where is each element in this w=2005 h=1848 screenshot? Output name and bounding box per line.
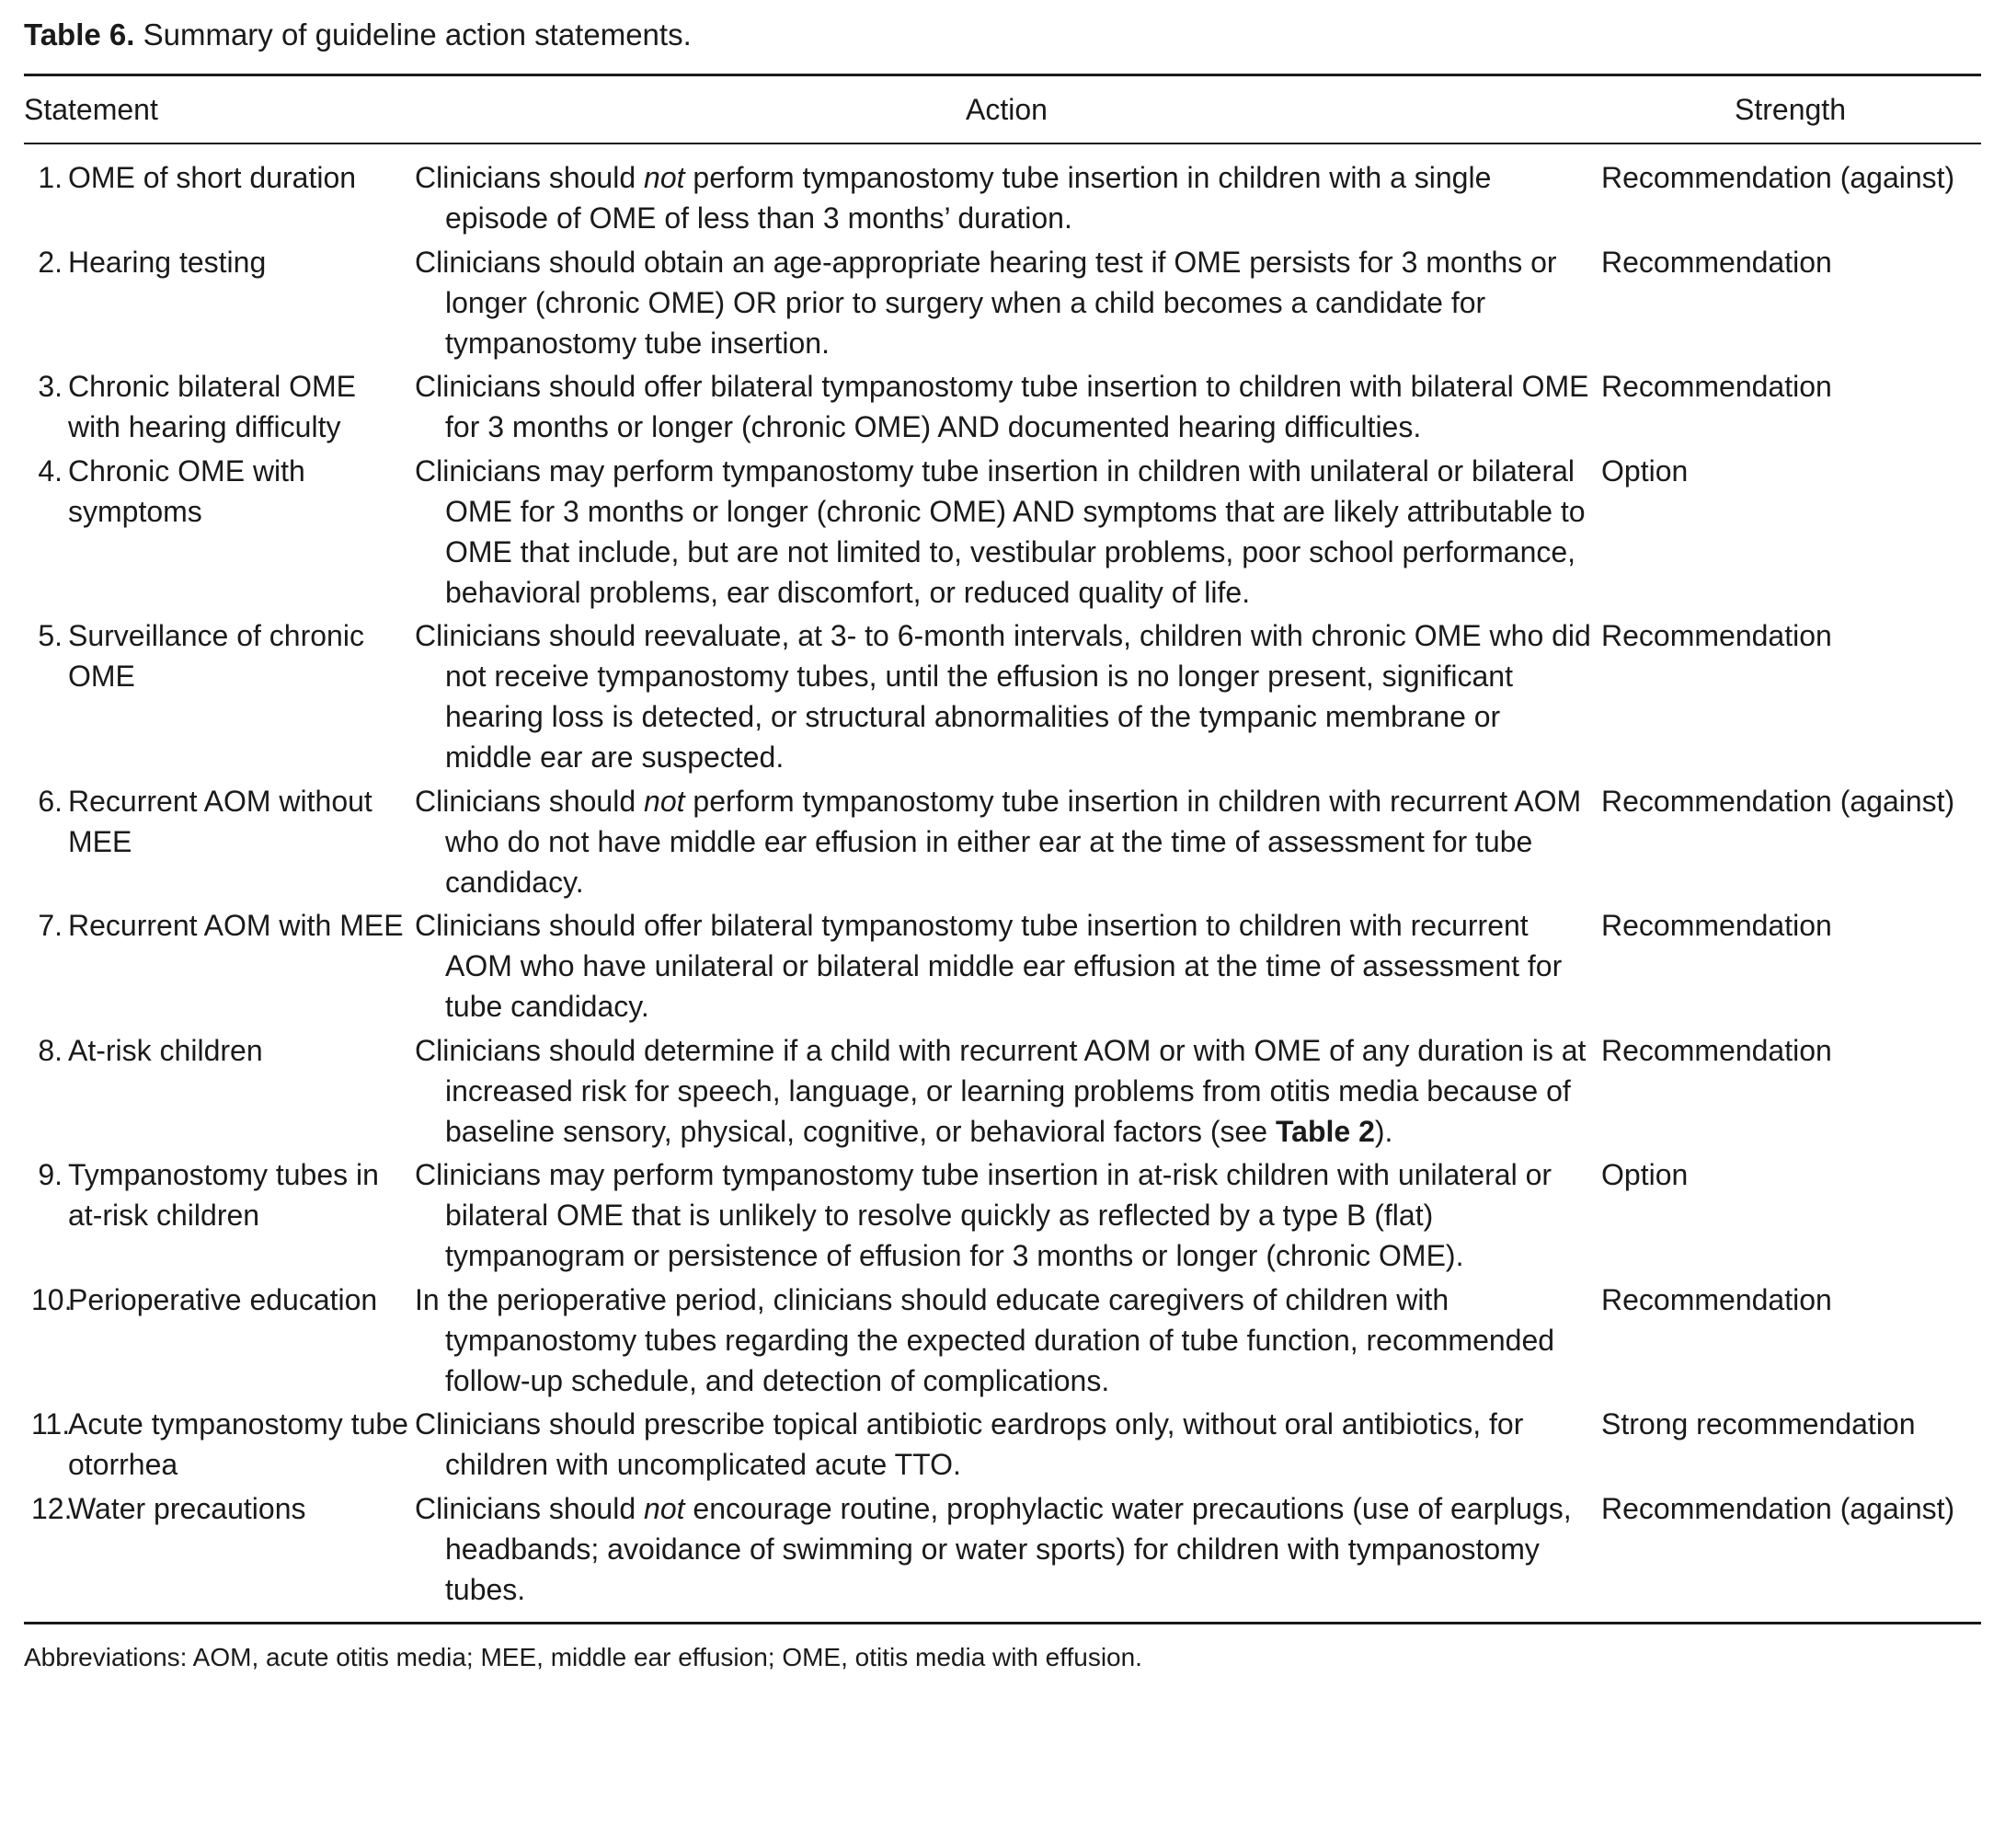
statement-text: Chronic OME with symptoms: [68, 453, 305, 528]
statement-text: Hearing testing: [68, 245, 267, 279]
action-text: Clinicians should offer bilateral tympanostomy tube insertion to children with recurrent AOM who have unilateral or bilateral middle ear effusion at the time of assessment for tube candidacy.: [415, 909, 1563, 1023]
statement-number: 7.: [38, 909, 63, 942]
action-text: Clinicians should obtain an age-appropriate hearing test if OME persists for 3 months or longer (chronic OME) OR prior to surgery when a child becomes a candidate for tympanostomy tube insertion.: [415, 245, 1557, 360]
action-text: perform tympanostomy tube insertion in children with recurrent AOM who do not have middle ear effusion in either ear at the time of assessment for tube candidacy.: [445, 784, 1582, 899]
table-body: [24, 144, 1981, 1622]
action-cell: [414, 1488, 1599, 1610]
table-row: [24, 781, 1981, 902]
action-emphasis: not: [644, 784, 685, 818]
statement-text: Perioperative education: [68, 1282, 378, 1316]
strength-cell: Option: [1601, 1158, 1689, 1191]
table-row: [24, 615, 1981, 777]
strength-cell: Recommendation: [1601, 909, 1832, 942]
statement-cell: [24, 1404, 414, 1485]
action-text: ).: [1374, 1114, 1393, 1148]
strength-cell: Option: [1601, 453, 1689, 488]
statement-text: At-risk children: [68, 1033, 263, 1067]
strength-cell: Recommendation: [1601, 370, 1832, 403]
table-caption-text: Summary of guideline action statements.: [134, 17, 692, 52]
action-text: Clinicians should offer bilateral tympanostomy tube insertion to children with bilateral OME for 3 months or longer (chronic OME) AND documented hearing difficulties.: [415, 370, 1589, 443]
statement-number: 8.: [38, 1033, 63, 1067]
table-footnote: Abbreviations: AOM, acute otitis media; MEE, middle ear effusion; OME, otitis media with effusion.: [24, 1643, 1142, 1671]
table-caption-label: Table 6.: [24, 17, 135, 52]
action-text: Clinicians should reevaluate, at 3- to 6-month intervals, children with chronic OME who did not receive tympanostomy tubes, until the effusion is no longer present, significant hearing loss is detected, or structural abnormalities of the tympanic membrane or middle ear are suspected.: [415, 619, 1591, 774]
action-text: Clinicians should: [415, 1491, 645, 1525]
statement-text: Water precautions: [68, 1491, 306, 1525]
table-row: [24, 1154, 1981, 1276]
statement-cell: [24, 242, 414, 363]
action-cell: [414, 451, 1599, 613]
strength-cell: Recommendation (against): [1601, 784, 1955, 818]
strength-cell: Recommendation (against): [1601, 161, 1955, 194]
statement-text: Chronic bilateral OME with hearing difficulty: [68, 370, 356, 443]
action-cell: [414, 1030, 1599, 1152]
header-statement: Statement: [24, 92, 158, 126]
action-cell: [414, 781, 1599, 902]
statement-number: 11.: [31, 1407, 71, 1441]
action-text: Clinicians may perform tympanostomy tube insertion in children with unilateral or bilateral OME for 3 months or longer (chronic OME) AND symptoms that are likely attributable to OME that include, but are not limited to, vestibular problems, poor school performance, behavioral problems, ear discomfort, or reduced quality of life.: [415, 453, 1586, 609]
statement-cell: [24, 781, 414, 902]
action-emphasis: not: [644, 161, 685, 194]
table-row: [24, 242, 1981, 363]
statement-number: 3.: [38, 370, 63, 403]
table-row: [24, 366, 1981, 447]
action-cell: [414, 242, 1599, 363]
statement-number: 12.: [31, 1491, 73, 1525]
strength-cell: Recommendation (against): [1601, 1491, 1955, 1525]
header-action: Action: [966, 92, 1048, 126]
statement-number: 4.: [38, 453, 63, 488]
action-cell: [414, 905, 1599, 1027]
table-row: [24, 157, 1981, 238]
statement-text: Tympanostomy tubes in at-risk children: [68, 1158, 379, 1232]
action-text: encourage routine, prophylactic water precautions (use of earplugs, headbands; avoidance of swimming or water sports) for children with tympanostomy tubes.: [445, 1491, 1572, 1606]
strength-cell: Recommendation: [1601, 1282, 1832, 1316]
statement-text: Recurrent AOM without MEE: [68, 784, 372, 858]
statement-number: 10.: [31, 1282, 73, 1316]
table-row: [24, 1404, 1981, 1485]
statement-number: 1.: [38, 161, 63, 194]
action-text: In the perioperative period, clinicians should educate caregivers of children with tympanostomy tubes regarding the expected duration of tube function, recommended follow-up schedule, and detection of complications.: [415, 1282, 1555, 1397]
statement-number: 5.: [38, 619, 63, 652]
action-cell: [414, 1404, 1599, 1485]
statement-text: Recurrent AOM with MEE: [68, 909, 404, 942]
action-text: Clinicians may perform tympanostomy tube insertion in at-risk children with unilateral or bilateral OME that is unlikely to resolve quickly as reflected by a type B (flat) tympanogram or persistence of effusion for 3 months or longer (chronic OME).: [415, 1158, 1552, 1272]
action-text: Clinicians should: [415, 161, 645, 194]
statement-cell: [24, 1488, 414, 1610]
table-container: [24, 15, 1981, 1676]
action-cell: [414, 1280, 1599, 1401]
header-strength: Strength: [1735, 92, 1846, 126]
action-text: Clinicians should prescribe topical antibiotic eardrops only, without oral antibiotics, for children with uncomplicated acute TTO.: [415, 1407, 1524, 1481]
statement-text: Acute tympanostomy tube otorrhea: [68, 1407, 408, 1481]
action-cell: [414, 615, 1599, 777]
statement-cell: [24, 366, 414, 447]
table-header-row: [24, 76, 1981, 143]
table-row: [24, 1488, 1981, 1610]
statement-text: OME of short duration: [68, 161, 357, 194]
action-cell: [414, 157, 1599, 238]
statement-cell: [24, 905, 414, 1027]
action-cell: [414, 366, 1599, 447]
statement-cell: [24, 615, 414, 777]
action-emphasis: not: [644, 1491, 685, 1525]
action-table-ref: Table 2: [1275, 1114, 1375, 1148]
action-cell: [414, 1154, 1599, 1276]
table-row: [24, 905, 1981, 1027]
statement-cell: [24, 1280, 414, 1401]
strength-cell: Recommendation: [1601, 619, 1832, 652]
statement-cell: [24, 157, 414, 238]
table-bottom-rule: [24, 1622, 1981, 1624]
action-text: Clinicians should determine if a child with recurrent AOM or with OME of any duration is at increased risk for speech, language, or learning problems from otitis media because of baseline sensory, physical, cognitive, or behavioral factors (see: [415, 1033, 1587, 1148]
table-caption: [24, 15, 1981, 55]
action-text: Clinicians should: [415, 784, 645, 818]
statement-number: 2.: [38, 245, 63, 279]
action-text: perform tympanostomy tube insertion in children with a single episode of OME of less than 3 months’ duration.: [445, 161, 1492, 235]
statement-text: Surveillance of chronic OME: [68, 619, 364, 693]
statement-cell: [24, 1030, 414, 1152]
statement-number: 9.: [38, 1158, 63, 1191]
table-row: [24, 1030, 1981, 1152]
strength-cell: Strong recommendation: [1601, 1407, 1916, 1441]
strength-cell: Recommendation: [1601, 245, 1832, 279]
statement-cell: [24, 451, 414, 613]
strength-cell: Recommendation: [1601, 1033, 1832, 1067]
table-row: [24, 451, 1981, 613]
statement-cell: [24, 1154, 414, 1276]
table-row: [24, 1280, 1981, 1401]
statement-number: 6.: [38, 784, 63, 818]
